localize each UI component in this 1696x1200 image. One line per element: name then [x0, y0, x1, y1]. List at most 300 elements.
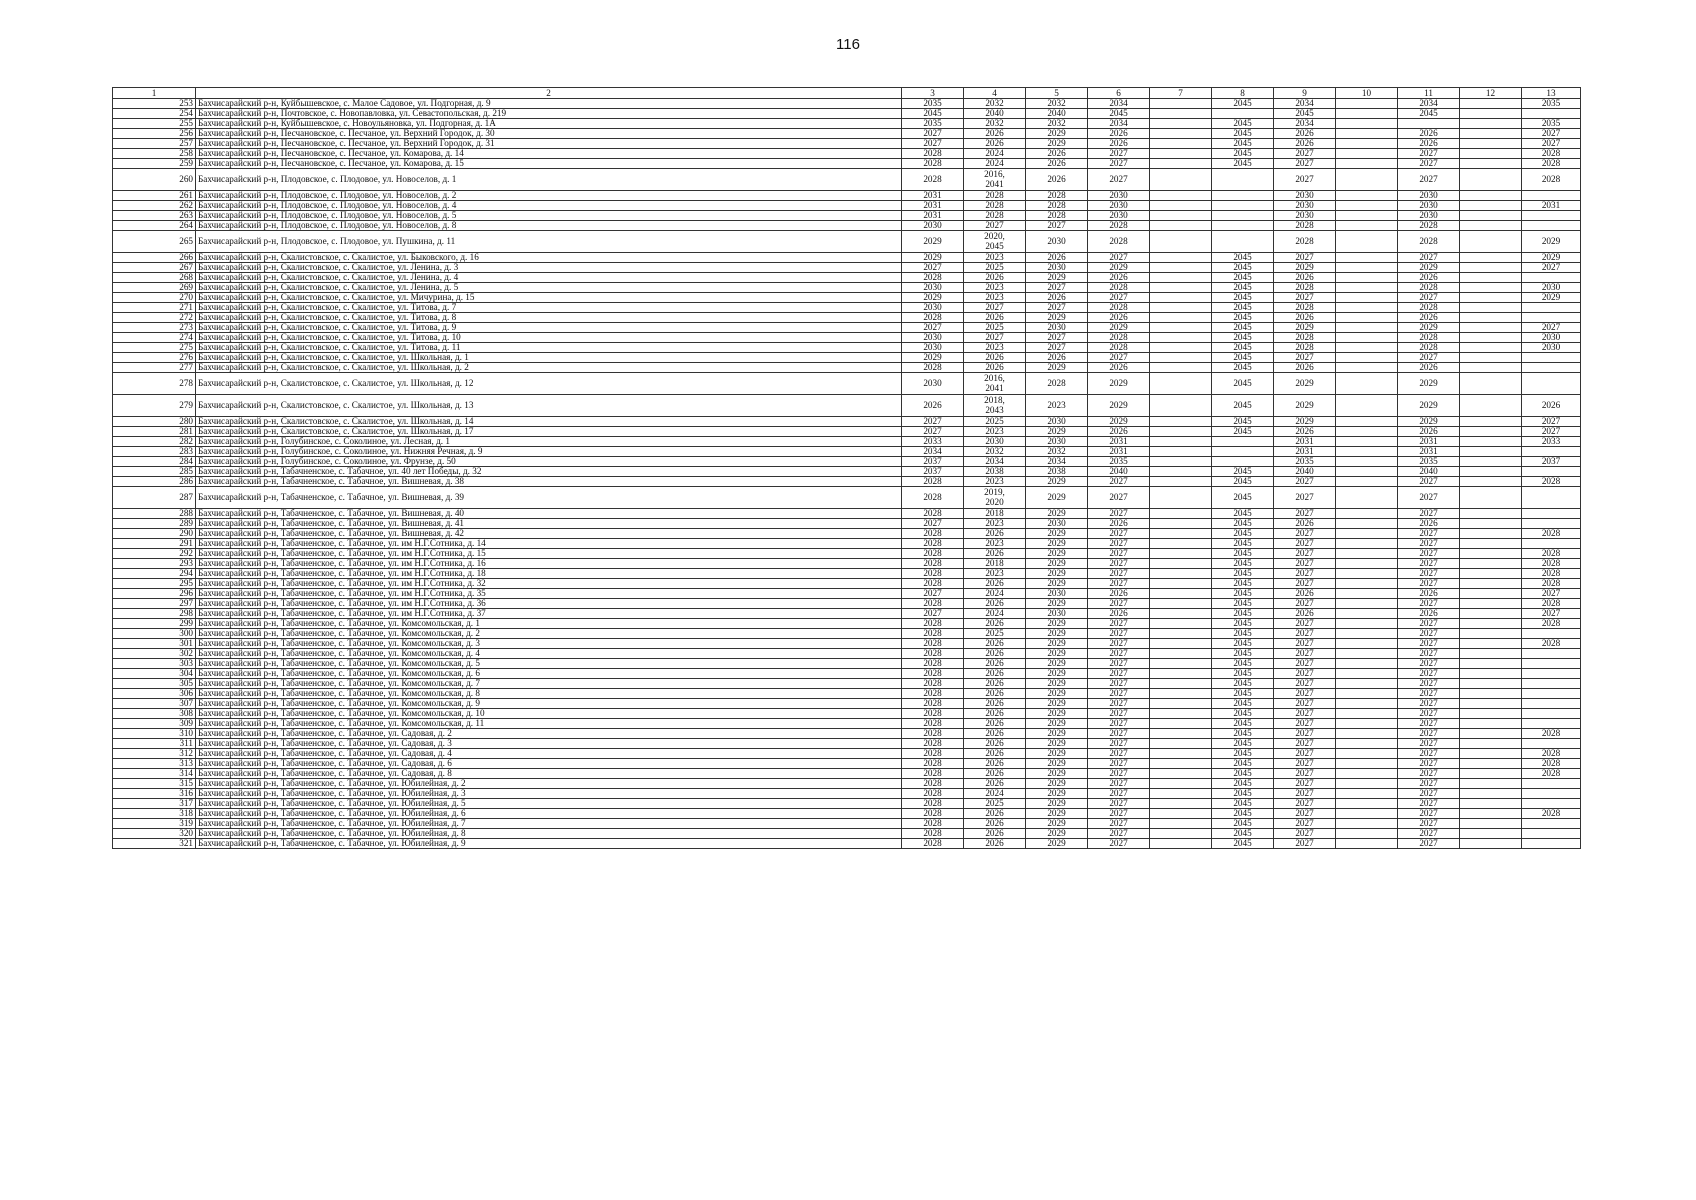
year-cell: 2027: [1398, 779, 1460, 789]
year-cell: 2027: [1398, 169, 1460, 191]
year-cell: 2027: [1398, 719, 1460, 729]
year-cell: [1460, 447, 1522, 457]
year-cell: [1336, 273, 1398, 283]
year-cell: [1150, 427, 1212, 437]
year-cell: 2026: [1274, 129, 1336, 139]
row-number-cell: 272: [113, 313, 196, 323]
year-cell: [1460, 789, 1522, 799]
row-number-cell: 296: [113, 589, 196, 599]
year-cell: 2029: [1088, 373, 1150, 395]
column-header: 3: [902, 88, 964, 99]
address-cell: Бахчисарайский р-н, Песчановское, с. Песчаное, ул. Верхний Городок, д. 30: [196, 129, 902, 139]
column-header: 4: [964, 88, 1026, 99]
year-cell: 2029: [1026, 759, 1088, 769]
year-cell: 2028: [902, 559, 964, 569]
address-cell: Бахчисарайский р-н, Табачненское, с. Табачное, ул. Юбилейная, д. 6: [196, 809, 902, 819]
year-cell: 2028: [1088, 303, 1150, 313]
year-cell: 2031: [902, 201, 964, 211]
table-row: [113, 313, 1581, 323]
address-cell: Бахчисарайский р-н, Табачненское, с. Табачное, ул. им Н.Г.Сотника, д. 15: [196, 549, 902, 559]
year-cell: 2028: [902, 639, 964, 649]
year-cell: 2028: [1274, 303, 1336, 313]
year-cell: 2035: [1274, 457, 1336, 467]
year-cell: [1336, 599, 1398, 609]
year-cell: [1336, 467, 1398, 477]
year-cell: [1336, 699, 1398, 709]
year-cell: 2028: [902, 779, 964, 789]
column-header: 9: [1274, 88, 1336, 99]
year-cell: [1522, 109, 1581, 119]
year-cell: 2028: [902, 629, 964, 639]
address-cell: Бахчисарайский р-н, Плодовское, с. Плодовое, ул. Пушкина, д. 11: [196, 231, 902, 253]
year-cell: 2028: [902, 487, 964, 509]
year-cell: 2027: [1274, 709, 1336, 719]
year-cell: 2026: [964, 699, 1026, 709]
year-cell: 2027: [1398, 789, 1460, 799]
table-row: [113, 119, 1581, 129]
row-number-cell: 316: [113, 789, 196, 799]
year-cell: [1460, 659, 1522, 669]
year-cell: [1336, 629, 1398, 639]
year-cell: 2028: [902, 719, 964, 729]
table-row: [113, 437, 1581, 447]
year-cell: 2025: [964, 799, 1026, 809]
year-cell: 2030: [1026, 231, 1088, 253]
year-cell: 2029: [1026, 699, 1088, 709]
year-cell: [1522, 689, 1581, 699]
year-cell: 2028: [902, 829, 964, 839]
table-row: [113, 283, 1581, 293]
year-cell: 2045: [1212, 303, 1274, 313]
year-cell: 2027: [1398, 353, 1460, 363]
year-cell: 2026: [1274, 427, 1336, 437]
year-cell: 2028: [902, 273, 964, 283]
year-cell: 2026: [964, 659, 1026, 669]
year-cell: [1460, 263, 1522, 273]
year-cell: 2030: [1026, 437, 1088, 447]
year-cell: 2037: [1522, 457, 1581, 467]
year-cell: 2028: [902, 539, 964, 549]
year-cell: 2027: [1274, 529, 1336, 539]
year-cell: 2027: [1398, 599, 1460, 609]
year-cell: [1460, 569, 1522, 579]
row-number-cell: 257: [113, 139, 196, 149]
year-cell: 2032: [1026, 447, 1088, 457]
year-cell: [1460, 467, 1522, 477]
year-cell: [1150, 729, 1212, 739]
year-cell: 2027: [1274, 599, 1336, 609]
year-cell: [1460, 201, 1522, 211]
year-cell: 2028: [1522, 619, 1581, 629]
table-row: [113, 109, 1581, 119]
year-cell: [1460, 437, 1522, 447]
row-number-cell: 297: [113, 599, 196, 609]
year-cell: 2026: [1274, 363, 1336, 373]
year-cell: 2028: [1522, 579, 1581, 589]
row-number-cell: 313: [113, 759, 196, 769]
year-cell: [1460, 769, 1522, 779]
address-cell: Бахчисарайский р-н, Песчановское, с. Песчаное, ул. Верхний Городок, д. 31: [196, 139, 902, 149]
year-cell: 2031: [1088, 447, 1150, 457]
address-cell: Бахчисарайский р-н, Табачненское, с. Табачное, ул. Садовая, д. 6: [196, 759, 902, 769]
year-cell: [1150, 159, 1212, 169]
year-cell: 2026: [964, 749, 1026, 759]
year-cell: 2030: [902, 283, 964, 293]
year-cell: 2027: [1522, 609, 1581, 619]
year-cell: 2027: [1088, 549, 1150, 559]
year-cell: 2027: [1088, 779, 1150, 789]
year-cell: 2027: [1398, 487, 1460, 509]
row-number-cell: 302: [113, 649, 196, 659]
year-cell: 2028: [902, 169, 964, 191]
year-cell: 2029: [1088, 263, 1150, 273]
year-cell: 2040: [964, 109, 1026, 119]
year-cell: 2028: [1522, 477, 1581, 487]
year-cell: 2027: [1088, 759, 1150, 769]
year-cell: [1336, 221, 1398, 231]
year-cell: [1336, 649, 1398, 659]
year-cell: 2025: [964, 629, 1026, 639]
year-cell: 2027: [1398, 699, 1460, 709]
year-cell: 2026: [1398, 129, 1460, 139]
year-cell: [1336, 253, 1398, 263]
year-cell: [1336, 739, 1398, 749]
year-cell: [1150, 819, 1212, 829]
year-cell: 2029: [1026, 599, 1088, 609]
address-cell: Бахчисарайский р-н, Скалистовское, с. Скалистое, ул. Школьная, д. 13: [196, 395, 902, 417]
address-cell: Бахчисарайский р-н, Плодовское, с. Плодовое, ул. Новоселов, д. 4: [196, 201, 902, 211]
year-cell: 2028: [1026, 191, 1088, 201]
year-cell: 2023: [964, 519, 1026, 529]
year-cell: 2024: [964, 589, 1026, 599]
page-number: 116: [836, 36, 860, 53]
year-cell: 2027: [1026, 343, 1088, 353]
year-cell: 2018, 2043: [964, 395, 1026, 417]
year-cell: 2038: [964, 467, 1026, 477]
year-cell: [1460, 303, 1522, 313]
year-cell: 2030: [1026, 519, 1088, 529]
table-row: [113, 699, 1581, 709]
year-cell: 2026: [964, 719, 1026, 729]
year-cell: 2026: [1274, 519, 1336, 529]
year-cell: 2027: [1026, 221, 1088, 231]
row-number-cell: 270: [113, 293, 196, 303]
housing-register-table: [112, 87, 1581, 849]
year-cell: [1460, 395, 1522, 417]
year-cell: 2029: [1026, 639, 1088, 649]
address-cell: Бахчисарайский р-н, Скалистовское, с. Скалистое, ул. Ленина, д. 5: [196, 283, 902, 293]
year-cell: [1150, 629, 1212, 639]
table-row: [113, 749, 1581, 759]
year-cell: 2030: [1026, 263, 1088, 273]
year-cell: [1150, 293, 1212, 303]
year-cell: 2045: [1212, 619, 1274, 629]
table-row: [113, 333, 1581, 343]
year-cell: 2028: [1522, 529, 1581, 539]
table-row: [113, 639, 1581, 649]
address-cell: Бахчисарайский р-н, Скалистовское, с. Скалистое, ул. Школьная, д. 1: [196, 353, 902, 363]
year-cell: 2028: [902, 749, 964, 759]
year-cell: 2034: [1088, 99, 1150, 109]
year-cell: 2045: [1212, 689, 1274, 699]
year-cell: [1460, 749, 1522, 759]
year-cell: [1522, 679, 1581, 689]
year-cell: 2026: [1088, 609, 1150, 619]
row-number-cell: 295: [113, 579, 196, 589]
year-cell: 2027: [1274, 809, 1336, 819]
year-cell: 2028: [1522, 169, 1581, 191]
address-cell: Бахчисарайский р-н, Скалистовское, с. Скалистое, ул. Быковского, д. 16: [196, 253, 902, 263]
address-cell: Бахчисарайский р-н, Скалистовское, с. Скалистое, ул. Ленина, д. 4: [196, 273, 902, 283]
year-cell: 2026: [964, 689, 1026, 699]
year-cell: 2028: [902, 619, 964, 629]
year-cell: [1460, 119, 1522, 129]
year-cell: [1150, 529, 1212, 539]
year-cell: 2016, 2041: [964, 169, 1026, 191]
year-cell: [1522, 487, 1581, 509]
table-row: [113, 729, 1581, 739]
table-row: [113, 467, 1581, 477]
column-header: 7: [1150, 88, 1212, 99]
year-cell: 2045: [1088, 109, 1150, 119]
year-cell: 2027: [1026, 333, 1088, 343]
year-cell: 2030: [1088, 191, 1150, 201]
year-cell: [1460, 273, 1522, 283]
year-cell: 2027: [902, 323, 964, 333]
year-cell: 2026: [964, 819, 1026, 829]
address-cell: Бахчисарайский р-н, Плодовское, с. Плодовое, ул. Новоселов, д. 1: [196, 169, 902, 191]
year-cell: [1336, 549, 1398, 559]
row-number-cell: 314: [113, 769, 196, 779]
year-cell: 2027: [1398, 799, 1460, 809]
year-cell: 2027: [1398, 679, 1460, 689]
year-cell: [1336, 447, 1398, 457]
year-cell: 2026: [1398, 273, 1460, 283]
year-cell: [1336, 679, 1398, 689]
year-cell: [1460, 559, 1522, 569]
year-cell: [1336, 799, 1398, 809]
year-cell: 2026: [1398, 313, 1460, 323]
table-row: [113, 529, 1581, 539]
row-number-cell: 275: [113, 343, 196, 353]
year-cell: [1336, 149, 1398, 159]
year-cell: [1522, 659, 1581, 669]
year-cell: [1460, 799, 1522, 809]
year-cell: [1150, 559, 1212, 569]
year-cell: 2045: [1212, 829, 1274, 839]
year-cell: 2027: [1398, 839, 1460, 849]
table-row: [113, 323, 1581, 333]
year-cell: [1150, 549, 1212, 559]
year-cell: 2027: [1088, 569, 1150, 579]
year-cell: [1336, 729, 1398, 739]
year-cell: 2027: [1088, 819, 1150, 829]
year-cell: 2027: [902, 609, 964, 619]
row-number-cell: 278: [113, 373, 196, 395]
year-cell: [1522, 629, 1581, 639]
table-row: [113, 149, 1581, 159]
year-cell: 2034: [1398, 99, 1460, 109]
year-cell: 2030: [902, 221, 964, 231]
year-cell: [1522, 363, 1581, 373]
year-cell: 2034: [902, 447, 964, 457]
year-cell: 2045: [1212, 487, 1274, 509]
year-cell: 2028: [1274, 343, 1336, 353]
year-cell: 2028: [902, 363, 964, 373]
year-cell: 2040: [1088, 467, 1150, 477]
year-cell: 2028: [902, 477, 964, 487]
year-cell: [1150, 487, 1212, 509]
year-cell: [1336, 779, 1398, 789]
year-cell: [1150, 669, 1212, 679]
year-cell: 2027: [1522, 427, 1581, 437]
year-cell: 2027: [1088, 839, 1150, 849]
row-number-cell: 253: [113, 99, 196, 109]
address-cell: Бахчисарайский р-н, Скалистовское, с. Скалистое, ул. Титова, д. 10: [196, 333, 902, 343]
year-cell: 2025: [964, 417, 1026, 427]
year-cell: 2026: [1398, 589, 1460, 599]
year-cell: [1150, 679, 1212, 689]
year-cell: 2027: [1274, 477, 1336, 487]
year-cell: [1336, 211, 1398, 221]
address-cell: Бахчисарайский р-н, Табачненское, с. Табачное, ул. Вишневая, д. 42: [196, 529, 902, 539]
year-cell: 2026: [1274, 139, 1336, 149]
year-cell: 2023: [964, 427, 1026, 437]
year-cell: [1460, 99, 1522, 109]
year-cell: [1336, 639, 1398, 649]
table-row: [113, 253, 1581, 263]
year-cell: [1150, 509, 1212, 519]
year-cell: 2026: [1026, 253, 1088, 263]
year-cell: [1150, 99, 1212, 109]
year-cell: [1336, 669, 1398, 679]
year-cell: 2028: [902, 809, 964, 819]
year-cell: 2033: [902, 437, 964, 447]
row-number-cell: 277: [113, 363, 196, 373]
year-cell: 2045: [1212, 609, 1274, 619]
year-cell: 2027: [1026, 303, 1088, 313]
row-number-cell: 308: [113, 709, 196, 719]
address-cell: Бахчисарайский р-н, Скалистовское, с. Скалистое, ул. Школьная, д. 17: [196, 427, 902, 437]
year-cell: [1522, 789, 1581, 799]
year-cell: [1460, 129, 1522, 139]
year-cell: 2027: [1274, 293, 1336, 303]
table-row: [113, 373, 1581, 395]
year-cell: [1460, 839, 1522, 849]
row-number-cell: 263: [113, 211, 196, 221]
year-cell: 2030: [1522, 343, 1581, 353]
year-cell: 2026: [964, 579, 1026, 589]
year-cell: 2035: [1398, 457, 1460, 467]
year-cell: 2045: [1212, 263, 1274, 273]
year-cell: 2027: [1274, 639, 1336, 649]
year-cell: 2045: [1212, 293, 1274, 303]
year-cell: 2029: [1398, 395, 1460, 417]
year-cell: 2034: [1088, 119, 1150, 129]
column-header: 13: [1522, 88, 1581, 99]
year-cell: 2045: [1212, 699, 1274, 709]
address-cell: Бахчисарайский р-н, Куйбышевское, с. Малое Садовое, ул. Подгорная, д. 9: [196, 99, 902, 109]
year-cell: 2045: [1212, 549, 1274, 559]
year-cell: 2030: [964, 437, 1026, 447]
year-cell: 2027: [1398, 709, 1460, 719]
year-cell: 2028: [1522, 759, 1581, 769]
year-cell: 2029: [1026, 839, 1088, 849]
year-cell: 2028: [1398, 283, 1460, 293]
year-cell: 2026: [1026, 353, 1088, 363]
year-cell: 2028: [1026, 373, 1088, 395]
year-cell: 2027: [1274, 169, 1336, 191]
year-cell: 2028: [902, 549, 964, 559]
year-cell: 2028: [902, 709, 964, 719]
address-cell: Бахчисарайский р-н, Табачненское, с. Табачное, ул. Комсомольская, д. 3: [196, 639, 902, 649]
year-cell: 2028: [1088, 343, 1150, 353]
table-row: [113, 809, 1581, 819]
year-cell: 2028: [1274, 221, 1336, 231]
year-cell: 2035: [902, 119, 964, 129]
year-cell: 2028: [902, 839, 964, 849]
year-cell: [1460, 549, 1522, 559]
address-cell: Бахчисарайский р-н, Табачненское, с. Табачное, ул. Юбилейная, д. 5: [196, 799, 902, 809]
row-number-cell: 320: [113, 829, 196, 839]
year-cell: [1460, 579, 1522, 589]
year-cell: 2028: [1522, 639, 1581, 649]
table-row: [113, 427, 1581, 437]
year-cell: [1522, 303, 1581, 313]
year-cell: 2027: [1522, 323, 1581, 333]
year-cell: [1522, 373, 1581, 395]
year-cell: 2031: [1398, 437, 1460, 447]
row-number-cell: 286: [113, 477, 196, 487]
year-cell: 2045: [1212, 159, 1274, 169]
year-cell: [1336, 417, 1398, 427]
year-cell: [1460, 487, 1522, 509]
year-cell: 2030: [1398, 201, 1460, 211]
year-cell: 2031: [1088, 437, 1150, 447]
year-cell: [1150, 353, 1212, 363]
year-cell: 2045: [1212, 739, 1274, 749]
year-cell: 2027: [1398, 529, 1460, 539]
year-cell: 2028: [1522, 559, 1581, 569]
year-cell: 2040: [1398, 467, 1460, 477]
year-cell: 2027: [902, 417, 964, 427]
year-cell: [1150, 231, 1212, 253]
table-row: [113, 549, 1581, 559]
year-cell: 2027: [1274, 669, 1336, 679]
year-cell: 2027: [1274, 487, 1336, 509]
table-row: [113, 629, 1581, 639]
year-cell: 2030: [1274, 201, 1336, 211]
year-cell: 2030: [902, 373, 964, 395]
year-cell: 2028: [1522, 569, 1581, 579]
year-cell: 2027: [902, 263, 964, 273]
address-cell: Бахчисарайский р-н, Табачненское, с. Табачное, ул. им Н.Г.Сотника, д. 16: [196, 559, 902, 569]
address-cell: Бахчисарайский р-н, Табачненское, с. Табачное, ул. им Н.Г.Сотника, д. 18: [196, 569, 902, 579]
year-cell: [1336, 759, 1398, 769]
year-cell: [1212, 437, 1274, 447]
year-cell: 2026: [1088, 427, 1150, 437]
table-row: [113, 789, 1581, 799]
year-cell: [1150, 659, 1212, 669]
row-number-cell: 315: [113, 779, 196, 789]
year-cell: 2027: [1088, 669, 1150, 679]
year-cell: 2026: [964, 649, 1026, 659]
year-cell: 2027: [1398, 293, 1460, 303]
year-cell: 2027: [964, 333, 1026, 343]
year-cell: 2029: [1026, 799, 1088, 809]
row-number-cell: 283: [113, 447, 196, 457]
address-cell: Бахчисарайский р-н, Табачненское, с. Табачное, ул. Юбилейная, д. 2: [196, 779, 902, 789]
